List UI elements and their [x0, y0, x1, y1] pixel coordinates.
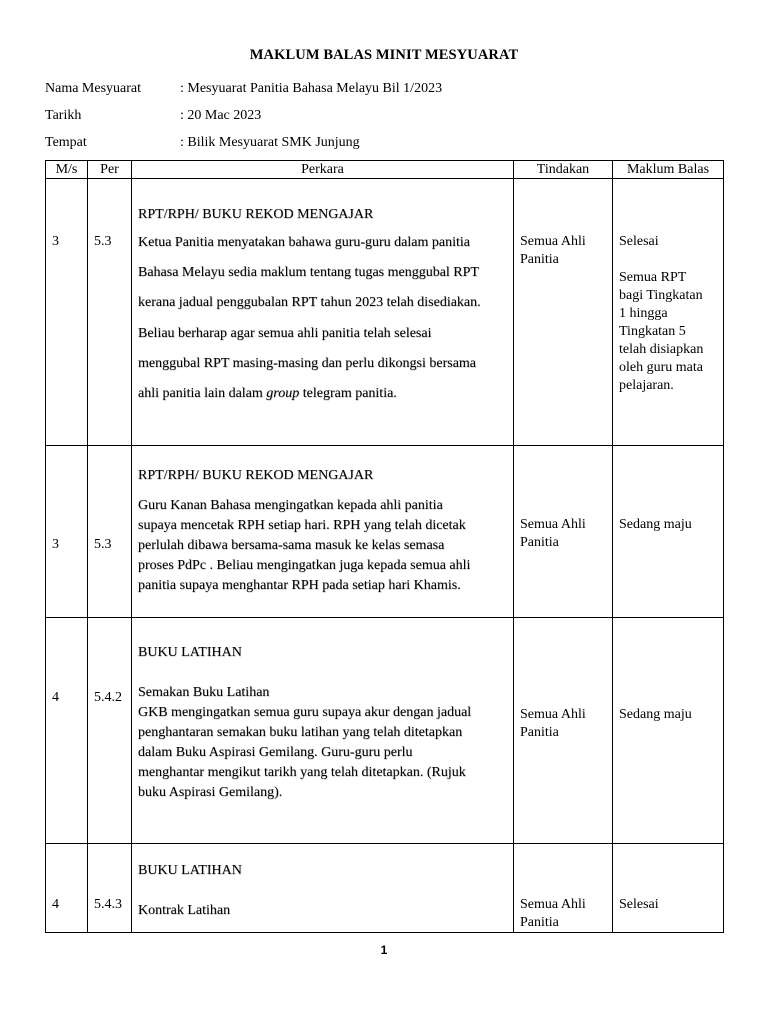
table-row — [46, 844, 724, 933]
item-body — [138, 228, 507, 409]
tindakan-value: Semua Ahli Panitia — [520, 517, 586, 550]
body-line: supaya mencetak RPH setiap hari. RPH yang telah dicetak — [138, 518, 466, 533]
item-subheading: Semakan Buku Latihan — [138, 685, 270, 700]
body-line: Beliau berharap agar semua ahli panitia telah selesai — [138, 325, 432, 341]
body-line: GKB mengingatkan semua guru supaya akur dengan jadual — [138, 705, 472, 720]
cell-per — [88, 618, 132, 844]
body-line: menghantar mengikut tarikh yang telah ditetapkan. (Rujuk — [138, 765, 466, 780]
document-title: MAKLUM BALAS MINIT MESYUARAT — [249, 47, 519, 63]
cell-ms — [46, 844, 88, 933]
header-tindakan: Tindakan — [514, 161, 613, 179]
body-line: perlulah dibawa bersama-sama masuk ke kelas semasa — [138, 538, 445, 553]
cell-perkara — [132, 179, 514, 446]
meta-label: Tempat — [45, 135, 87, 150]
cell-maklum-balas — [613, 179, 724, 446]
page-number: 1 — [380, 943, 388, 957]
meta-value: : 20 Mac 2023 — [180, 108, 262, 123]
maklum-status: Sedang maju — [619, 517, 692, 532]
cell-maklum-balas — [613, 618, 724, 844]
cell-tindakan — [514, 446, 613, 618]
per-value: 5.3 — [94, 234, 112, 249]
table-row — [46, 446, 724, 618]
header-maklum-balas: Maklum Balas — [613, 161, 724, 179]
header-ms: M/s — [46, 161, 88, 179]
header-perkara: Perkara — [132, 161, 514, 179]
cell-ms — [46, 618, 88, 844]
body-line: dalam Buku Aspirasi Gemilang. Guru-guru perlu — [138, 745, 413, 760]
meta-label: Nama Mesyuarat — [45, 81, 142, 96]
item-heading: BUKU LATIHAN — [138, 863, 242, 878]
cell-per — [88, 844, 132, 933]
ms-value: 3 — [52, 234, 59, 249]
table-row — [46, 618, 724, 844]
body-line: kerana jadual penggubalan RPT tahun 2023 telah disediakan. — [138, 295, 481, 311]
item-body — [138, 496, 507, 596]
body-line: Ketua Panitia menyatakan bahawa guru-guru dalam panitia — [138, 235, 470, 250]
cell-per — [88, 446, 132, 618]
item-body — [138, 683, 507, 803]
item-subheading: Kontrak Latihan — [138, 903, 231, 918]
meta-value: : Mesyuarat Panitia Bahasa Melayu Bil 1/2023 — [180, 81, 443, 96]
body-line: menggubal RPT masing-masing dan perlu dikongsi bersama — [138, 355, 477, 371]
maklum-status: Sedang maju — [619, 707, 692, 722]
tindakan-value: Semua Ahli Panitia — [520, 897, 586, 930]
cell-ms — [46, 179, 88, 446]
table-header-row — [46, 161, 724, 179]
emphasis-group: group — [266, 386, 300, 402]
item-heading: RPT/RPH/ BUKU REKOD MENGAJAR — [138, 207, 374, 222]
cell-tindakan — [514, 179, 613, 446]
item-heading: BUKU LATIHAN — [138, 645, 242, 660]
body-line: panitia supaya menghantar RPH pada setiap hari Khamis. — [138, 578, 461, 593]
cell-tindakan — [514, 618, 613, 844]
meta-label: Tarikh — [45, 108, 82, 123]
item-heading: RPT/RPH/ BUKU REKOD MENGAJAR — [138, 468, 374, 483]
per-value: 5.4.3 — [94, 897, 122, 912]
cell-perkara — [132, 844, 514, 933]
per-value: 5.4.2 — [94, 690, 122, 705]
cell-ms — [46, 446, 88, 618]
minutes-table — [45, 160, 724, 933]
tindakan-value: Semua Ahli Panitia — [520, 707, 586, 740]
cell-perkara — [132, 618, 514, 844]
maklum-status: Selesai — [619, 234, 659, 249]
per-value: 5.3 — [94, 537, 112, 552]
body-line: proses PdPc . Beliau mengingatkan juga kepada semua ahli — [138, 558, 471, 573]
ms-value: 3 — [52, 537, 59, 552]
tindakan-value: Semua Ahli Panitia — [520, 234, 586, 267]
cell-perkara — [132, 446, 514, 618]
cell-maklum-balas — [613, 446, 724, 618]
body-line: buku Aspirasi Gemilang). — [138, 785, 283, 800]
cell-per — [88, 179, 132, 446]
header-per: Per — [88, 161, 132, 179]
meta-value: : Bilik Mesyuarat SMK Junjung — [180, 135, 360, 150]
table-row — [46, 179, 724, 446]
maklum-note: Semua RPT bagi Tingkatan 1 hingga Tingkatan 5 telah disiapkan oleh guru mata pelajaran. — [619, 270, 704, 393]
body-line: ahli panitia lain dalam group telegram panitia. — [138, 386, 397, 402]
ms-value: 4 — [52, 690, 59, 705]
body-line: Guru Kanan Bahasa mengingatkan kepada ahli panitia — [138, 498, 443, 513]
ms-value: 4 — [52, 897, 59, 912]
cell-tindakan — [514, 844, 613, 933]
cell-maklum-balas — [613, 844, 724, 933]
body-line: Bahasa Melayu sedia maklum tentang tugas menggubal RPT — [138, 265, 479, 281]
maklum-status: Selesai — [619, 897, 659, 912]
body-line: penghantaran semakan buku latihan yang telah ditetapkan — [138, 725, 463, 740]
